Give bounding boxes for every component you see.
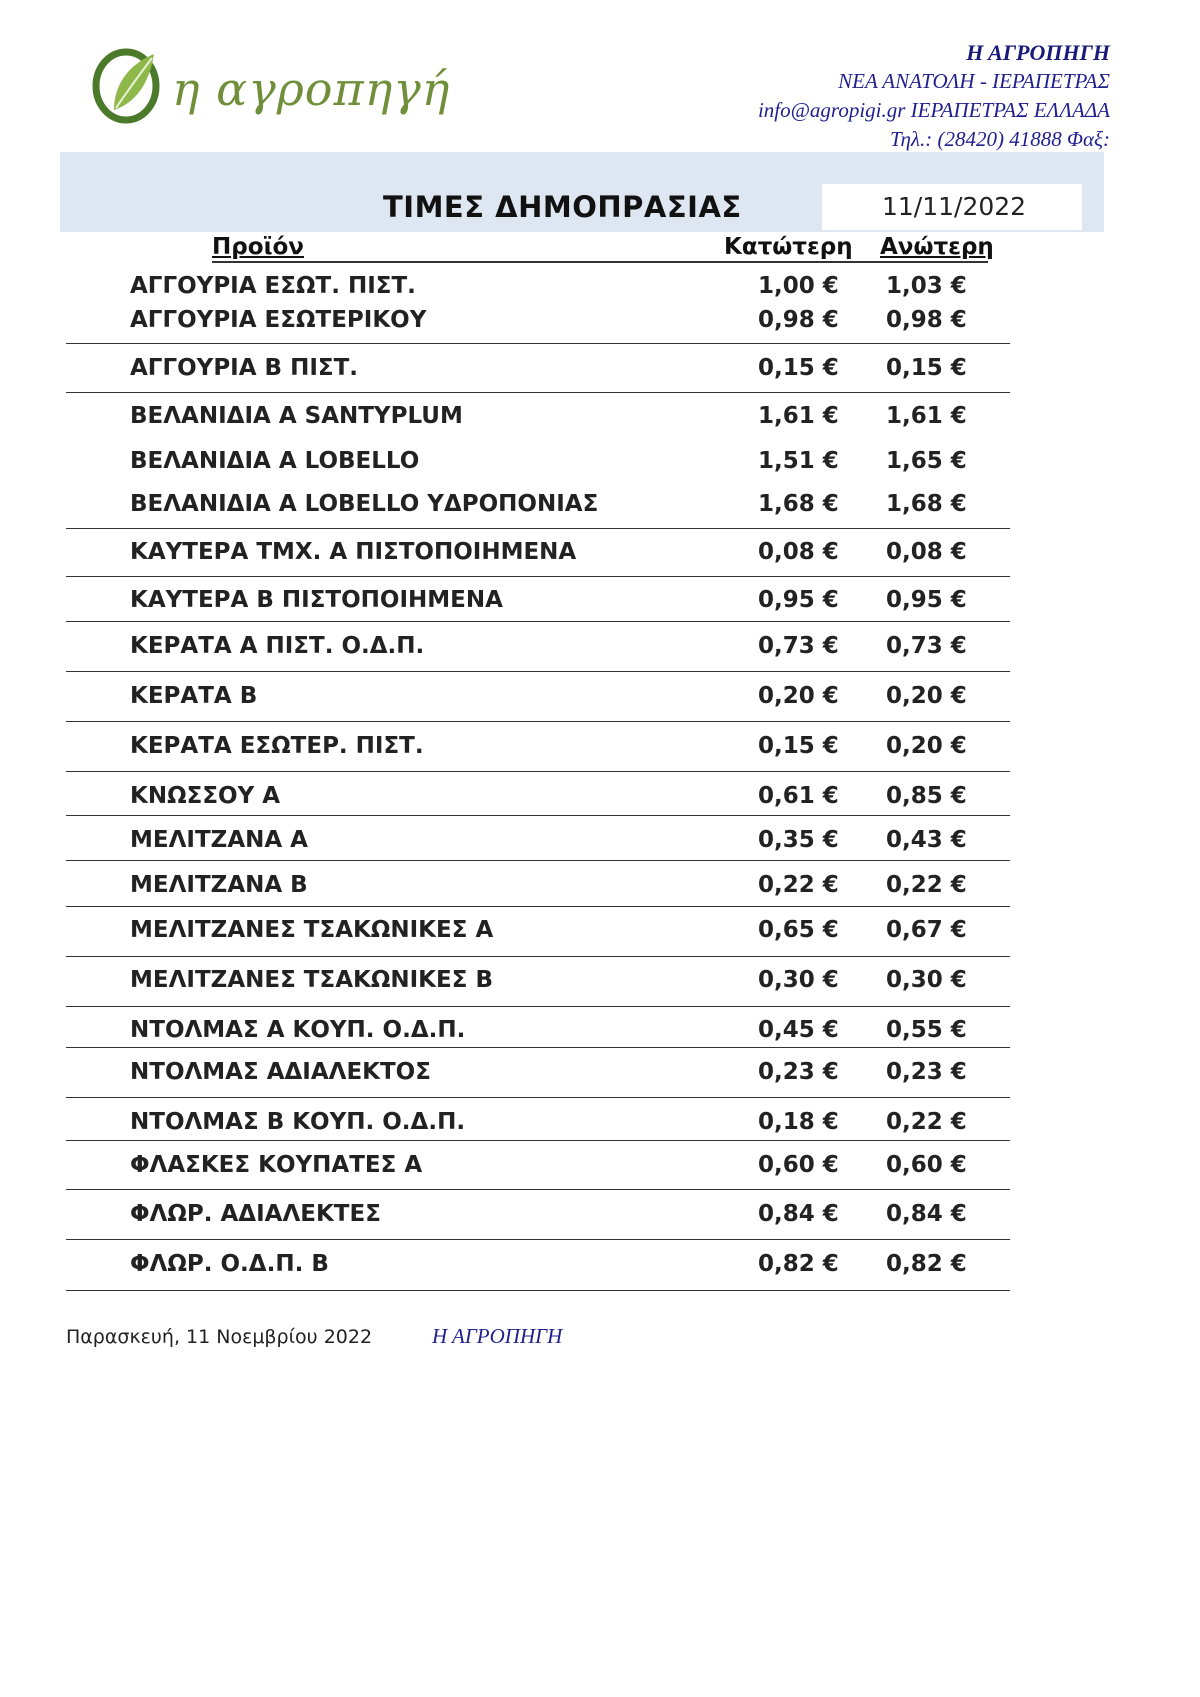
product-name: ΒΕΛΑΝΙΔΙΑ Α LOBELLO ΥΔΡΟΠΟΝΙΑΣ bbox=[130, 491, 599, 517]
price-low: 0,18 € bbox=[758, 1109, 839, 1135]
price-high: 0,67 € bbox=[886, 917, 967, 943]
row-separator bbox=[66, 343, 1010, 344]
product-name: ΑΓΓΟΥΡΙΑ Β ΠΙΣΤ. bbox=[130, 355, 359, 381]
price-low: 0,23 € bbox=[758, 1059, 839, 1085]
row-separator bbox=[66, 392, 1010, 393]
product-name: ΚΑΥΤΕΡΑ ΤΜΧ. Α ΠΙΣΤΟΠΟΙΗΜΕΝΑ bbox=[130, 539, 577, 565]
row-separator bbox=[66, 721, 1010, 722]
price-low: 0,35 € bbox=[758, 827, 839, 853]
column-header-high: Ανώτερη bbox=[880, 234, 994, 260]
product-name: ΑΓΓΟΥΡΙΑ ΕΣΩΤ. ΠΙΣΤ. bbox=[130, 273, 416, 299]
price-high: 0,08 € bbox=[886, 539, 967, 565]
price-low: 0,08 € bbox=[758, 539, 839, 565]
product-name: ΜΕΛΙΤΖΑΝΑ Β bbox=[130, 872, 308, 898]
price-low: 0,84 € bbox=[758, 1201, 839, 1227]
product-name: ΚΕΡΑΤΑ Β bbox=[130, 683, 258, 709]
price-low: 1,51 € bbox=[758, 448, 839, 474]
price-low: 0,15 € bbox=[758, 355, 839, 381]
row-separator bbox=[66, 1290, 1010, 1291]
price-low: 0,82 € bbox=[758, 1251, 839, 1277]
row-separator bbox=[66, 1140, 1010, 1141]
footer-company: Η ΑΓΡΟΠΗΓΗ bbox=[432, 1324, 563, 1348]
price-low: 0,22 € bbox=[758, 872, 839, 898]
product-name: ΒΕΛΑΝΙΔΙΑ Α SANTYPLUM bbox=[130, 403, 463, 429]
column-header-low: Κατώτερη bbox=[724, 234, 853, 260]
company-address: ΝΕΑ ΑΝΑΤΟΛΗ - ΙΕΡΑΠΕΤΡΑΣ bbox=[838, 69, 1110, 93]
price-high: 1,65 € bbox=[886, 448, 967, 474]
price-high: 0,22 € bbox=[886, 872, 967, 898]
product-name: ΜΕΛΙΤΖΑΝΕΣ ΤΣΑΚΩΝΙΚΕΣ Α bbox=[130, 917, 494, 943]
price-low: 1,61 € bbox=[758, 403, 839, 429]
price-low: 0,60 € bbox=[758, 1152, 839, 1178]
price-low: 1,68 € bbox=[758, 491, 839, 517]
product-name: ΚΑΥΤΕΡΑ Β ΠΙΣΤΟΠΟΙΗΜΕΝΑ bbox=[130, 587, 503, 613]
price-high: 0,85 € bbox=[886, 783, 967, 809]
price-low: 1,00 € bbox=[758, 273, 839, 299]
row-separator bbox=[66, 1097, 1010, 1098]
price-high: 0,20 € bbox=[886, 733, 967, 759]
row-separator bbox=[66, 576, 1010, 577]
price-low: 0,65 € bbox=[758, 917, 839, 943]
row-separator bbox=[66, 815, 1010, 816]
price-high: 0,43 € bbox=[886, 827, 967, 853]
row-separator bbox=[66, 956, 1010, 957]
row-separator bbox=[66, 771, 1010, 772]
product-name: ΝΤΟΛΜΑΣ Α ΚΟΥΠ. Ο.Δ.Π. bbox=[130, 1017, 466, 1043]
product-name: ΦΛΑΣΚΕΣ ΚΟΥΠΑΤΕΣ Α bbox=[130, 1152, 423, 1178]
row-separator bbox=[66, 1047, 1010, 1048]
row-separator bbox=[66, 621, 1010, 622]
price-high: 0,20 € bbox=[886, 683, 967, 709]
column-header-product: Προϊόν bbox=[212, 234, 304, 260]
row-separator bbox=[66, 1006, 1010, 1007]
product-name: ΦΛΩΡ. ΑΔΙΑΛΕΚΤΕΣ bbox=[130, 1201, 381, 1227]
price-low: 0,20 € bbox=[758, 683, 839, 709]
price-high: 1,03 € bbox=[886, 273, 967, 299]
company-phone: Τηλ.: (28420) 41888 Φαξ: bbox=[889, 127, 1110, 151]
price-high: 1,68 € bbox=[886, 491, 967, 517]
product-name: ΑΓΓΟΥΡΙΑ ΕΣΩΤΕΡΙΚΟΥ bbox=[130, 307, 427, 333]
date-box: 11/11/2022 bbox=[822, 184, 1082, 230]
price-low: 0,30 € bbox=[758, 967, 839, 993]
logo-wordmark: η αγροπηγή bbox=[172, 62, 451, 116]
price-high: 0,55 € bbox=[886, 1017, 967, 1043]
page-title: ΤΙΜΕΣ ΔΗΜΟΠΡΑΣΙΑΣ bbox=[383, 190, 742, 224]
product-name: ΝΤΟΛΜΑΣ Β ΚΟΥΠ. Ο.Δ.Π. bbox=[130, 1109, 466, 1135]
row-separator bbox=[66, 528, 1010, 529]
company-email: info@agropigi.gr ΙΕΡΑΠΕΤΡΑΣ ΕΛΛΑΔΑ bbox=[757, 98, 1110, 122]
product-name: ΝΤΟΛΜΑΣ ΑΔΙΑΛΕΚΤΟΣ bbox=[130, 1059, 431, 1085]
row-separator bbox=[66, 906, 1010, 907]
price-low: 0,98 € bbox=[758, 307, 839, 333]
price-low: 0,73 € bbox=[758, 633, 839, 659]
product-name: ΚΕΡΑΤΑ Α ΠΙΣΤ. Ο.Δ.Π. bbox=[130, 633, 425, 659]
price-high: 0,82 € bbox=[886, 1251, 967, 1277]
row-separator bbox=[66, 671, 1010, 672]
price-low: 0,95 € bbox=[758, 587, 839, 613]
price-high: 0,73 € bbox=[886, 633, 967, 659]
price-low: 0,45 € bbox=[758, 1017, 839, 1043]
footer-date: Παρασκευή, 11 Νοεμβρίου 2022 bbox=[66, 1326, 373, 1348]
price-high: 0,15 € bbox=[886, 355, 967, 381]
price-high: 0,95 € bbox=[886, 587, 967, 613]
product-name: ΜΕΛΙΤΖΑΝΑ Α bbox=[130, 827, 308, 853]
row-separator bbox=[66, 860, 1010, 861]
product-name: ΚΝΩΣΣΟΥ Α bbox=[130, 783, 281, 809]
price-high: 0,30 € bbox=[886, 967, 967, 993]
product-name: ΒΕΛΑΝΙΔΙΑ Α LOBELLO bbox=[130, 448, 420, 474]
price-low: 0,15 € bbox=[758, 733, 839, 759]
price-high: 0,23 € bbox=[886, 1059, 967, 1085]
row-separator bbox=[66, 1239, 1010, 1240]
price-high: 0,98 € bbox=[886, 307, 967, 333]
price-high: 0,84 € bbox=[886, 1201, 967, 1227]
row-separator bbox=[66, 1189, 1010, 1190]
price-high: 1,61 € bbox=[886, 403, 967, 429]
product-name: ΜΕΛΙΤΖΑΝΕΣ ΤΣΑΚΩΝΙΚΕΣ Β bbox=[130, 967, 493, 993]
company-name: Η ΑΓΡΟΠΗΓΗ bbox=[966, 40, 1110, 65]
product-name: ΚΕΡΑΤΑ ΕΣΩΤΕΡ. ΠΙΣΤ. bbox=[130, 733, 424, 759]
price-low: 0,61 € bbox=[758, 783, 839, 809]
price-high: 0,22 € bbox=[886, 1109, 967, 1135]
product-name: ΦΛΩΡ. Ο.Δ.Π. Β bbox=[130, 1251, 329, 1277]
price-high: 0,60 € bbox=[886, 1152, 967, 1178]
